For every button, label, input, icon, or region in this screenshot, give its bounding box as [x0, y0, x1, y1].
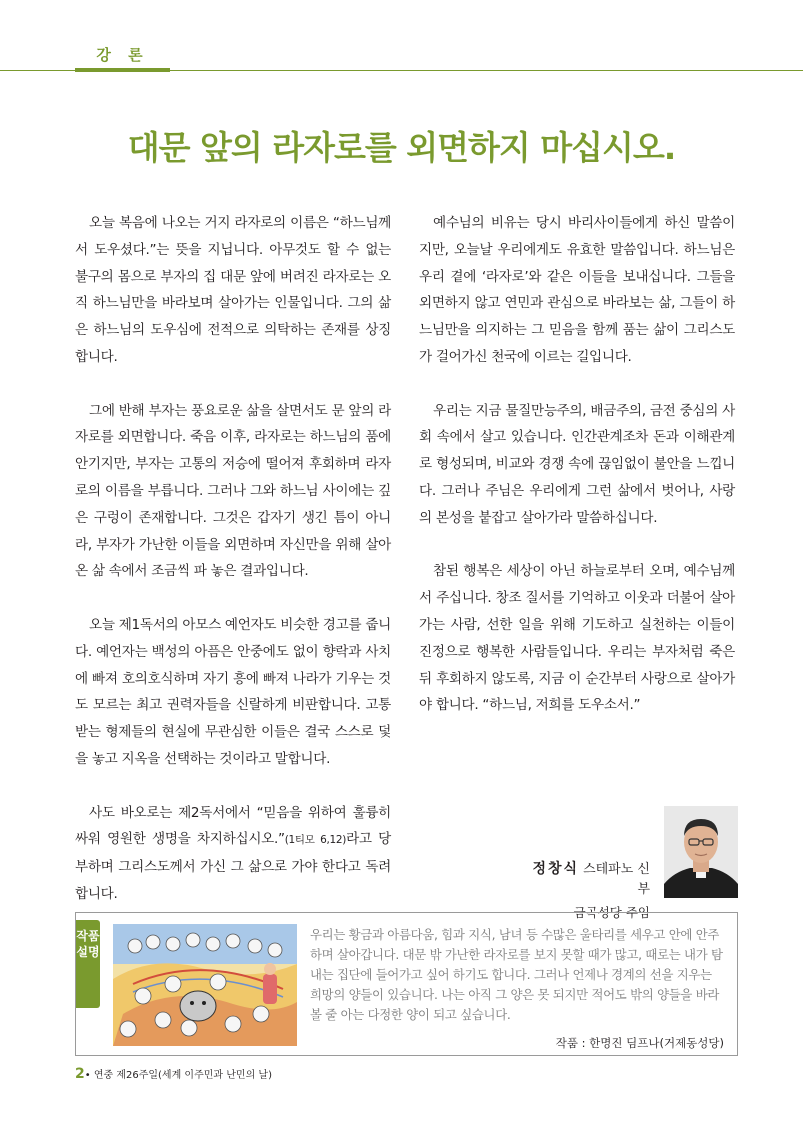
- left-paragraph-3: 오늘 제1독서의 아모스 예언자도 비슷한 경고를 줍니다. 예언자는 백성의 아픔은 안중에도 없이 향락과 사치에 빠져 호의호식하며 자기 흥에 빠져 나라가 기우는 것도 모르는 최고 권력자들을 신랄하게 비판합니다. 고통받는 형제들의 현실에 무관심한 이들은 결국 스스로 덫을 놓고 지옥을 선택하는 것이라고 말합니다.: [75, 616, 391, 767]
- author-name: 정창식: [532, 861, 580, 877]
- left-paragraph-2: 그에 반해 부자는 풍요로운 삶을 살면서도 문 앞의 라자로를 외면합니다. 죽음 이후, 라자로는 하느님의 품에 안기지만, 부자는 고통의 저승에 떨어져 후회하며 라자로의 이름을 부릅니다. 그러나 그와 하느님 사이에는 깊은 구렁이 존재합니다. 그것은 갑자기 생긴 틈이 아니라, 부자가 가난한 이들을 외면하며 자신만을 위해 살아온 삶 속에서 조금씩 파 놓은 결과입니다.: [75, 402, 391, 580]
- left-paragraph-4-text-b: 라고 당부하며 그리스도께서 가신 그 삶으로 가야 한다고 독려합니다.: [75, 831, 392, 902]
- scripture-reference: (1티모 6,12): [284, 834, 347, 847]
- page-title: 대문 앞의 라자로를 외면하지 마십시오.: [127, 128, 676, 167]
- author-photo: [664, 806, 738, 898]
- right-paragraph-3: 참된 행복은 세상이 아닌 하늘로부터 오며, 예수님께서 주십니다. 창조 질서를 기억하고 이웃과 더불어 살아가는 사람, 선한 일을 위해 기도하고 실천하는 이들이 진정으로 행복한 사람들입니다. 우리는 부자처럼 죽은 뒤 후회하지 않도록, 지금 이 순간부터 사랑으로 살아가야 합니다. “하느님, 저희를 도우소서.”: [419, 563, 735, 714]
- footer-text: • 연중 제26주일(세계 이주민과 난민의 날): [84, 1070, 272, 1081]
- left-column: [75, 210, 391, 908]
- artwork-tab: 작품 설명: [76, 920, 100, 1008]
- left-paragraph-1: 오늘 복음에 나오는 거지 라자로의 이름은 “하느님께서 도우셨다.”는 뜻을 지닙니다. 아무것도 할 수 없는 불구의 몸으로 부자의 집 대문 앞에 버려진 라자로는 오직 하느님만을 바라보며 살아가는 인물입니다. 그의 삶은 하느님의 도우심에 전적으로 의탁하는 존재를 상징합니다.: [75, 215, 391, 365]
- author-parish: 금곡성당 주임: [573, 905, 650, 920]
- author-name-line: [530, 858, 650, 897]
- right-column: [419, 210, 735, 719]
- left-paragraph-4-text-a: 사도 바오로는 제2독서에서 “믿음을 위하여 훌륭히 싸워 영원한 생명을 차지하십시오.”: [75, 804, 391, 848]
- author-title: 스테파노 신부: [583, 862, 650, 897]
- header-tab-underline: [75, 68, 170, 72]
- artwork-credit: 작품 : 한명진 딤프나(거제동성당): [555, 1036, 724, 1050]
- artwork-description: 우리는 황금과 아름다움, 힘과 지식, 남녀 등 수많은 울타리를 세우고 안에 안주하며 살아갑니다. 대문 밖 가난한 라자로를 보지 못할 때가 많고, 때로는 내가 탐내는 집단에 들어가고 싶어 하기도 합니다. 그러나 언제나 경계의 선을 지우는 희망의 양들이 있습니다. 나는 아직 그 양은 못 되지만 적어도 밖의 양들을 바라볼 줄 아는 다정한 양이 되고 싶습니다.: [310, 927, 723, 1022]
- left-paragraph-4: [75, 800, 391, 908]
- right-paragraph-1: 예수님의 비유는 당시 바리사이들에게 하신 말씀이지만, 오늘날 우리에게도 유효한 말씀입니다. 하느님은 우리 곁에 ‘라자로’와 같은 이들을 보내십니다. 그들을 외면하지 않고 연민과 관심으로 바라보는 삶, 그들이 하느님만을 의지하는 그 믿음을 함께 품는 삶이 그리스도가 걸어가신 천국에 이르는 길입니다.: [419, 215, 735, 365]
- page-number: 2: [75, 1066, 85, 1082]
- right-paragraph-2: 우리는 지금 물질만능주의, 배금주의, 금전 중심의 사회 속에서 살고 있습니다. 인간관계조차 돈과 이해관계로 형성되며, 비교와 경쟁 속에 끊임없이 불안을 느낍니다. 그러나 주님은 우리에게 그런 삶에서 벗어나, 사랑의 본성을 붙잡고 살아가라 말씀하십니다.: [419, 402, 735, 526]
- footer: [75, 1066, 272, 1082]
- section-label: 강 론: [96, 46, 149, 64]
- artwork-image: [113, 924, 297, 1046]
